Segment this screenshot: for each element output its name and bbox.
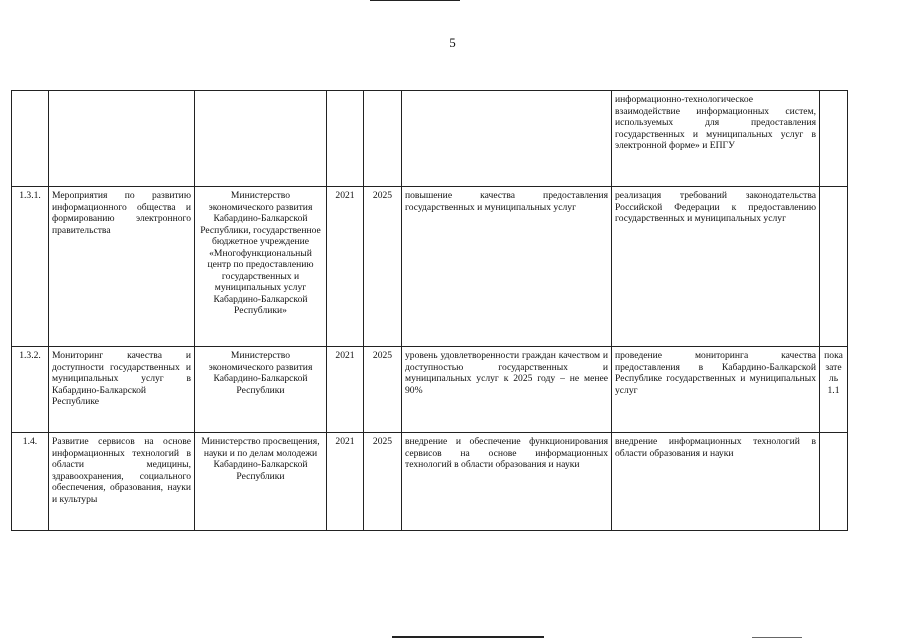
expected-result bbox=[402, 91, 612, 187]
table-row bbox=[12, 433, 848, 531]
end-year: 2025 bbox=[364, 433, 402, 531]
indicator bbox=[820, 187, 848, 347]
implementation-measures: проведение мониторинга качества предоставления в Кабардино-Балкарской Республике государственных и муниципальных услуг bbox=[612, 347, 820, 433]
scan-artifact bbox=[752, 637, 802, 638]
expected-result: внедрение и обеспечение функционирования сервисов на основе информационных технологий в области образования и науки bbox=[402, 433, 612, 531]
implementation-measures: внедрение информационных технологий в области образования и науки bbox=[612, 433, 820, 531]
measures-table bbox=[11, 90, 848, 531]
executor: Министерство просвещения, науки и по делам молодежи Кабардино-Балкарской Республики bbox=[195, 433, 327, 531]
start-year: 2021 bbox=[327, 187, 364, 347]
end-year: 2025 bbox=[364, 347, 402, 433]
indicator bbox=[820, 91, 848, 187]
scan-artifact bbox=[392, 636, 544, 638]
start-year: 2021 bbox=[327, 433, 364, 531]
start-year: 2021 bbox=[327, 347, 364, 433]
row-number: 1.3.1. bbox=[12, 187, 49, 347]
table-row bbox=[12, 187, 848, 347]
implementation-measures: реализация требований законодательства Российской Федерации к предоставлению государственных и муниципальных услуг bbox=[612, 187, 820, 347]
executor: Министерство экономического развития Кабардино-Балкарской Республики, государственное бюджетное учреждение «Многофункциональный центр по предоставлению государственных и муниципальных услуг Кабардино-Балкарской Республики» bbox=[195, 187, 327, 347]
indicator: показатель 1.1 bbox=[820, 347, 848, 433]
table-row bbox=[12, 347, 848, 433]
end-year: 2025 bbox=[364, 187, 402, 347]
measure-name: Мониторинг качества и доступности государственных и муниципальных услуг в Кабардино-Балкарской Республике bbox=[49, 347, 195, 433]
executor bbox=[195, 91, 327, 187]
measure-name bbox=[49, 91, 195, 187]
expected-result: уровень удовлетворенности граждан качеством и доступностью государственных и муниципальных услуг к 2025 году – не менее 90% bbox=[402, 347, 612, 433]
expected-result: повышение качества предоставления государственных и муниципальных услуг bbox=[402, 187, 612, 347]
measure-name: Развитие сервисов на основе информационных технологий в области медицины, здравоохранения, социального обеспечения, образования, науки и культуры bbox=[49, 433, 195, 531]
page-number: 5 bbox=[449, 35, 456, 50]
row-number bbox=[12, 91, 49, 187]
executor: Министерство экономического развития Кабардино-Балкарской Республики bbox=[195, 347, 327, 433]
row-number: 1.4. bbox=[12, 433, 49, 531]
measure-name: Мероприятия по развитию информационного общества и формированию электронного правительства bbox=[49, 187, 195, 347]
row-number: 1.3.2. bbox=[12, 347, 49, 433]
indicator bbox=[820, 433, 848, 531]
scan-artifact bbox=[370, 0, 460, 1]
implementation-measures: информационно-технологическое взаимодействие информационных систем, используемых для предоставления государственных и муниципальных услуг в электронной форме» и ЕПГУ bbox=[612, 91, 820, 187]
table-row bbox=[12, 91, 848, 187]
end-year bbox=[364, 91, 402, 187]
start-year bbox=[327, 91, 364, 187]
